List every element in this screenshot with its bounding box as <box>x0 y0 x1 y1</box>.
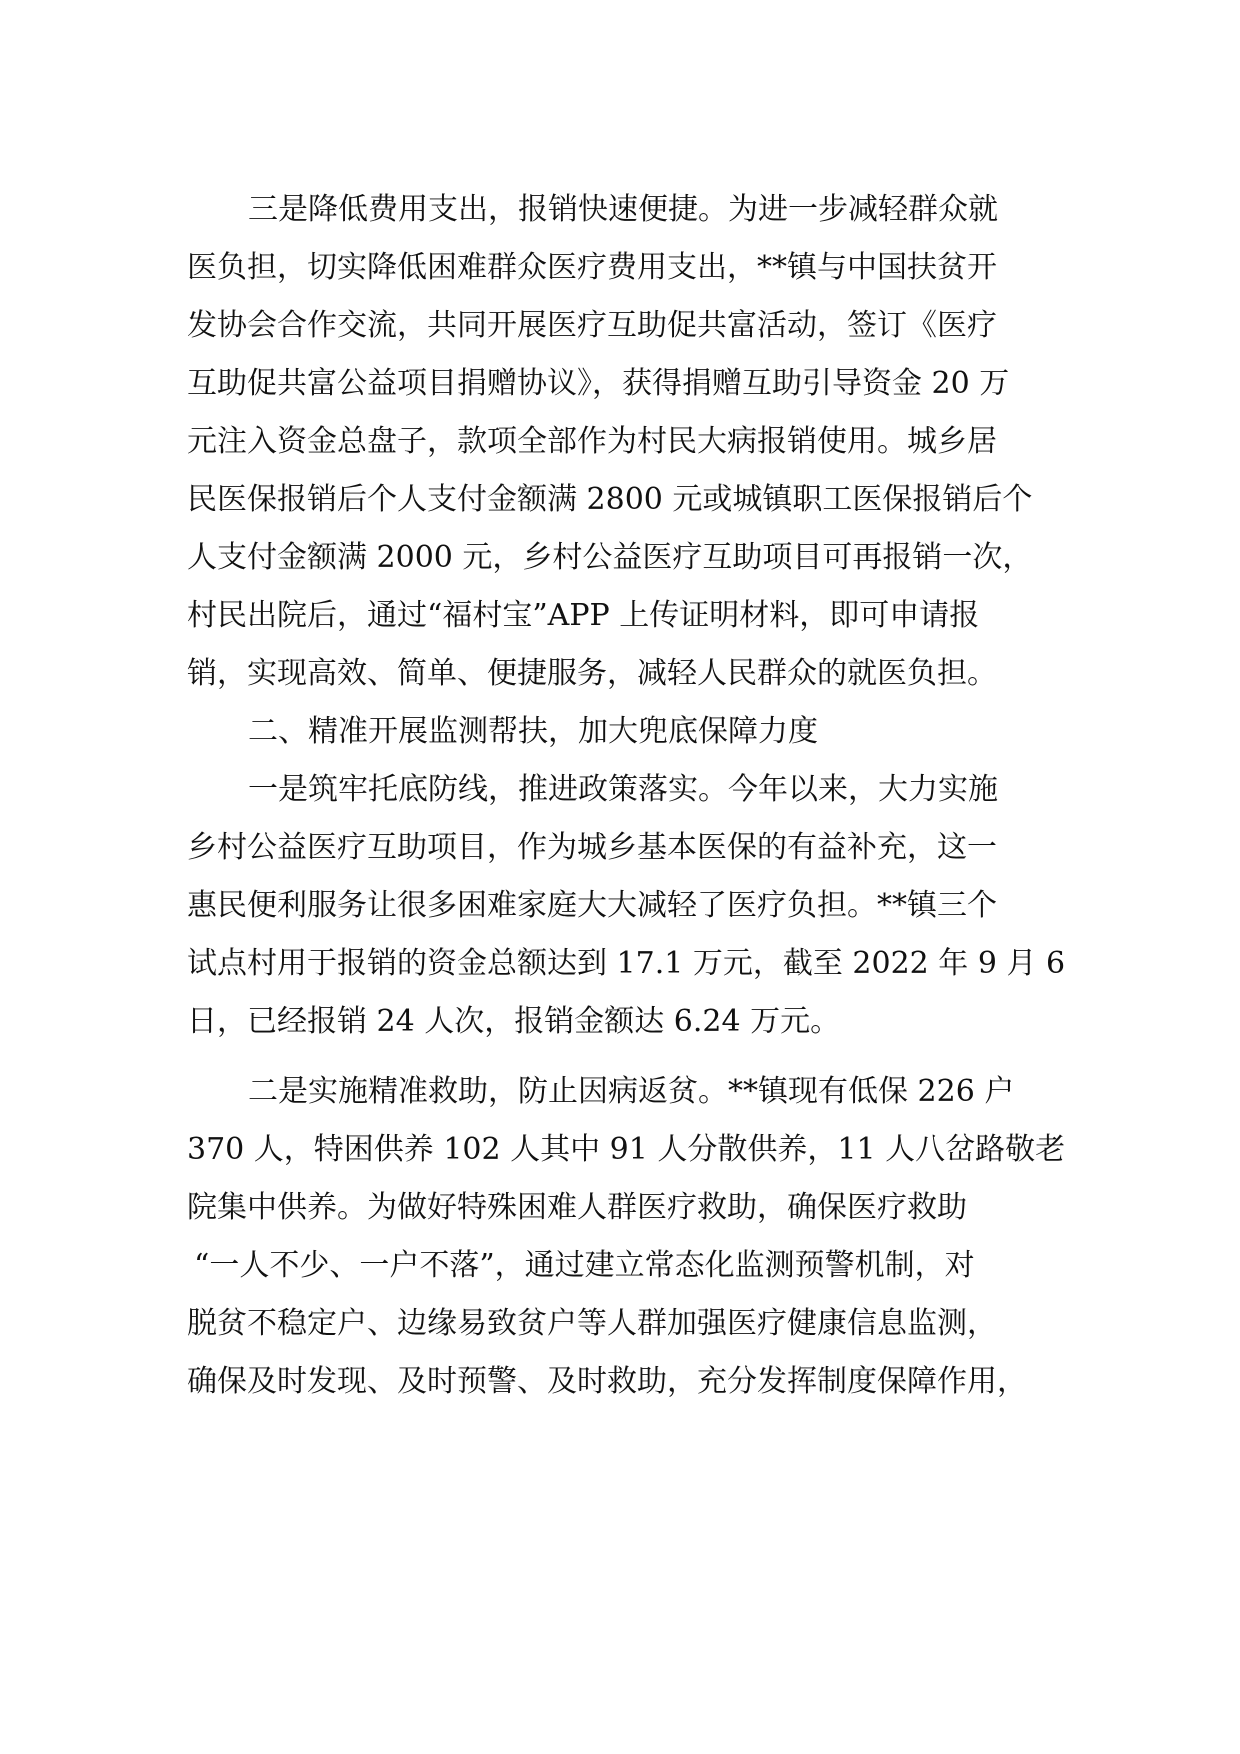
paragraph-3-line-5: 脱贫不稳定户、边缘易致贫户等人群加强医疗健康信息监测， <box>187 1306 997 1341</box>
paragraph-2-line-3: 惠民便利服务让很多困难家庭大大减轻了医疗负担。**镇三个 <box>187 888 997 923</box>
paragraph-1-line-7: 人支付金额满 2000 元，乡村公益医疗互助项目可再报销一次， <box>187 540 1033 575</box>
paragraph-2-line-5: 日，已经报销 24 人次，报销金额达 6.24 万元。 <box>187 1004 841 1039</box>
paragraph-1-line-6: 民医保报销后个人支付金额满 2800 元或城镇职工医保报销后个 <box>187 482 1033 517</box>
paragraph-3-line-3: 院集中供养。为做好特殊困难人群医疗救助，确保医疗救助 <box>187 1190 967 1225</box>
paragraph-3-line-1: 二是实施精准救助，防止因病返贫。**镇现有低保 226 户 <box>248 1074 1015 1109</box>
paragraph-3-line-4: “一人不少、一户不落”，通过建立常态化监测预警机制，对 <box>194 1248 975 1283</box>
section-heading: 二、精准开展监测帮扶，加大兜底保障力度 <box>248 714 818 749</box>
paragraph-3-line-6: 确保及时发现、及时预警、及时救助，充分发挥制度保障作用， <box>187 1364 1027 1399</box>
paragraph-1-line-5: 元注入资金总盘子，款项全部作为村民大病报销使用。城乡居 <box>187 424 997 459</box>
paragraph-3-line-2: 370 人，特困供养 102 人其中 91 人分散供养，11 人八岔路敬老 <box>187 1132 1066 1167</box>
paragraph-1-line-9: 销，实现高效、简单、便捷服务，减轻人民群众的就医负担。 <box>187 656 997 691</box>
paragraph-1-line-4: 互助促共富公益项目捐赠协议》，获得捐赠互助引导资金 20 万 <box>187 366 1010 401</box>
paragraph-2-line-1: 一是筑牢托底防线，推进政策落实。今年以来，大力实施 <box>248 772 998 807</box>
paragraph-1-line-2: 医负担，切实降低困难群众医疗费用支出，**镇与中国扶贫开 <box>187 250 997 285</box>
paragraph-1-line-3: 发协会合作交流，共同开展医疗互助促共富活动，签订《医疗 <box>187 308 997 343</box>
paragraph-1-line-1: 三是降低费用支出，报销快速便捷。为进一步减轻群众就 <box>248 192 998 227</box>
paragraph-2-line-2: 乡村公益医疗互助项目，作为城乡基本医保的有益补充，这一 <box>187 830 997 865</box>
paragraph-1-line-8: 村民出院后，通过“福村宝”APP 上传证明材料，即可申请报 <box>187 598 980 633</box>
paragraph-2-line-4: 试点村用于报销的资金总额达到 17.1 万元，截至 2022 年 9 月 6 <box>187 946 1066 981</box>
